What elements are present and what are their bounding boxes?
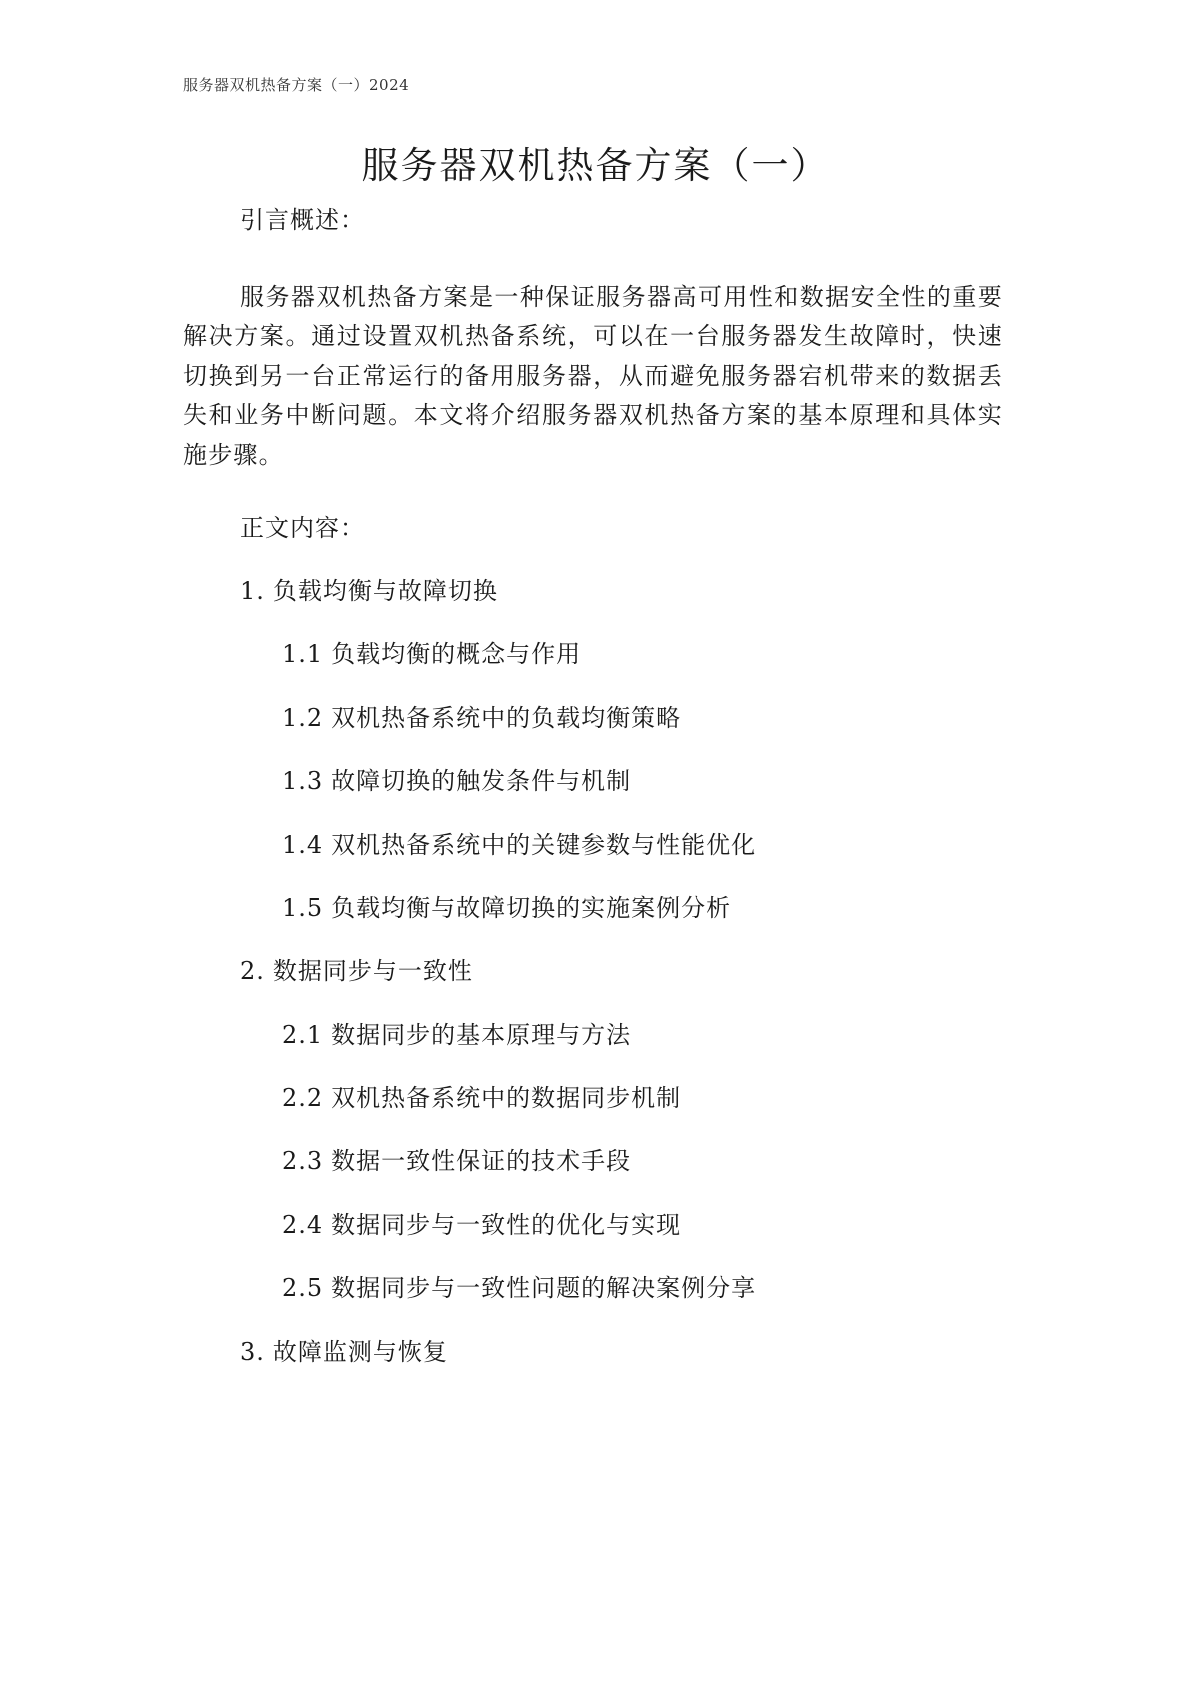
outline-subitem: [282, 825, 756, 860]
outline-number: 2.2: [282, 1084, 324, 1112]
outline-subitem: [282, 1268, 756, 1303]
outline-subitem: [282, 761, 631, 796]
outline-number: 2.3: [282, 1147, 324, 1175]
outline-number: 1.: [240, 577, 265, 605]
outline-number: 1.3: [282, 767, 324, 795]
outline-heading-2: [240, 951, 473, 986]
outline-number: 1.4: [282, 831, 324, 859]
outline-text: 数据同步与一致性: [272, 957, 473, 985]
document-title: 服务器双机热备方案（一）: [361, 144, 830, 187]
body-label: 正文内容：: [240, 514, 365, 542]
outline-text: 数据同步与一致性问题的解决案例分享: [331, 1274, 757, 1302]
outline-text: 故障切换的触发条件与机制: [331, 767, 632, 795]
outline-text: 双机热备系统中的数据同步机制: [331, 1084, 682, 1112]
outline-text: 双机热备系统中的负载均衡策略: [331, 704, 682, 732]
running-header: 服务器双机热备方案（一）2024: [183, 76, 410, 94]
outline-subitem: [282, 1141, 631, 1176]
outline-number: 1.1: [282, 640, 324, 668]
outline-subitem: [282, 1078, 681, 1113]
outline-text: 数据一致性保证的技术手段: [331, 1147, 632, 1175]
outline-text: 负载均衡的概念与作用: [331, 640, 582, 668]
outline-text: 数据同步的基本原理与方法: [331, 1021, 632, 1049]
outline-subitem: [282, 1015, 631, 1050]
outline-number: 2.: [240, 957, 265, 985]
outline-number: 2.4: [282, 1211, 324, 1239]
outline-subitem: [282, 888, 731, 923]
intro-paragraph: 服务器双机热备方案是一种保证服务器高可用性和数据安全性的重要解决方案。通过设置双机热备系统，可以在一台服务器发生故障时，快速切换到另一台正常运行的备用服务器，从而避免服务器宕机带来的数据丢失和业务中断问题。本文将介绍服务器双机热备方案的基本原理和具体实施步骤。: [183, 283, 1003, 469]
outline-number: 3.: [240, 1338, 265, 1366]
outline-text: 故障监测与恢复: [272, 1338, 448, 1366]
outline-number: 1.2: [282, 704, 324, 732]
outline-number: 2.5: [282, 1274, 324, 1302]
outline-text: 负载均衡与故障切换: [272, 577, 498, 605]
outline-text: 双机热备系统中的关键参数与性能优化: [331, 831, 757, 859]
outline-text: 数据同步与一致性的优化与实现: [331, 1211, 682, 1239]
intro-label: 引言概述：: [240, 206, 365, 234]
outline-number: 1.5: [282, 894, 324, 922]
outline-text: 负载均衡与故障切换的实施案例分析: [331, 894, 732, 922]
outline-subitem: [282, 634, 581, 669]
outline-heading-3: [240, 1332, 448, 1367]
outline-number: 2.1: [282, 1021, 324, 1049]
outline-heading-1: [240, 571, 498, 606]
outline-subitem: [282, 1205, 681, 1240]
outline-subitem: [282, 698, 681, 733]
